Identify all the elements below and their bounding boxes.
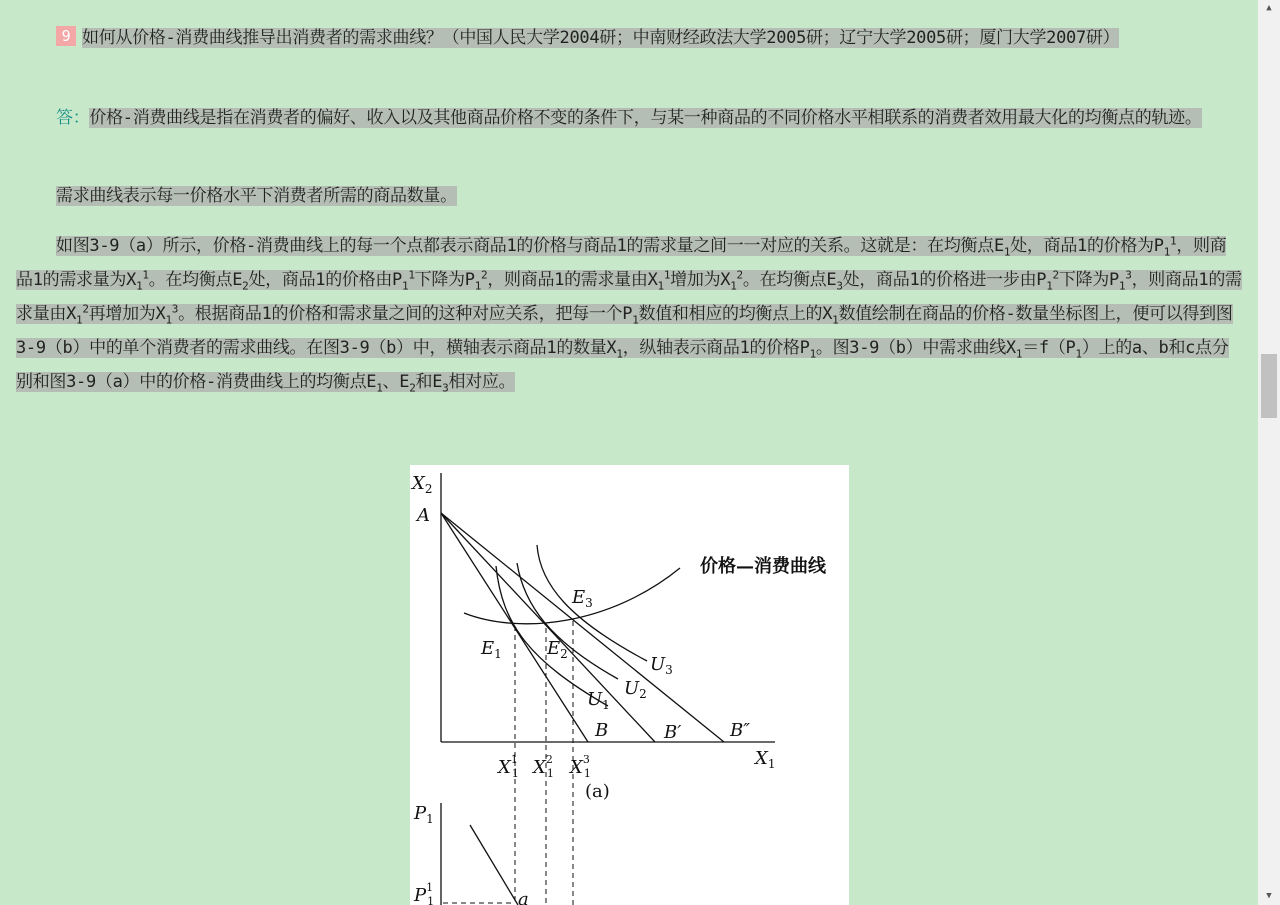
point-a-label: A <box>417 505 430 526</box>
e3-label: $E_3$ <box>572 587 593 610</box>
scrollbar-thumb[interactable] <box>1261 354 1277 418</box>
budget-line-b-double-prime <box>441 513 724 742</box>
u2-label: $U_2$ <box>624 678 647 701</box>
figure-svg <box>410 465 849 905</box>
tick-p11-label: $P^1$ 1 <box>414 881 435 905</box>
caption-a: (a) <box>585 781 610 802</box>
answer-paragraph-2 <box>16 179 1242 213</box>
b-double-prime-label: B″ <box>730 720 750 741</box>
budget-line-b-prime <box>441 513 655 742</box>
pcc-label: 价格—消费曲线 <box>700 556 826 577</box>
u3-label: $U_3$ <box>650 654 673 677</box>
e2-label: $E_2$ <box>547 638 568 661</box>
vertical-scrollbar[interactable] <box>1258 0 1280 905</box>
axis-x1-label: $X_1$ <box>755 748 776 771</box>
u1-label: $U_1$ <box>587 689 610 712</box>
indifference-curve-u2 <box>517 563 618 679</box>
tick-x11-label: $X^1$ 1 <box>498 753 519 780</box>
axis-p1-label: $P_1$ <box>414 803 434 826</box>
answer-text-2: 需求曲线表示每一价格水平下消费者所需的商品数量。 <box>56 186 457 206</box>
answer-paragraph-1 <box>16 101 1242 135</box>
demand-curve <box>470 825 518 905</box>
question-text: 如何从价格-消费曲线推导出消费者的需求曲线？（中国人民大学2004研；中南财经政法大学2005研；辽宁大学2005研；厦门大学2007研） <box>82 28 1120 48</box>
answer-text-3: 如图3-9（a）所示，价格-消费曲线上的每一个点都表示商品1的价格与商品1的需求量之间一一对应的关系。这就是：在均衡点$E_1$处，商品1的价格为$P_1^1$，则商品1的需求量为$X_1^1$。在均衡点$E_2$处，商品1的价格由$P_1^1$下降为$P_1^2$，则商品1的需求量由$X_1^1$增加为$X_1^2$。在均衡点$E_3$处，商品1的价格进一步由$P_1^2$下降为$P_1^3$，则商品1的需求量由$X_1^2$再增加为$X_1^3$。根据商品1的价格和需求量之间的这种对应关系，把每一个$P_1$数值和相应的均衡点上的$X_1$数值绘制在商品的价格-数量坐标图上，便可以得到图3-9（b）中的单个消费者的需求曲线。在图3-9（b）中，横轴表示商品1的数量$X_1$，纵轴表示商品1的价格$P_1$。图3-9（b）中需求曲线$X_1=f(P_1)$上的a、b和c点分别和图3-9（a）中的价格-消费曲线上的均衡点$E_1$、$E_2$和$E_3$相对应。 <box>16 234 1242 395</box>
question-paragraph <box>16 21 1242 55</box>
question-number-badge: 9 <box>56 26 76 46</box>
scroll-down-arrow-icon[interactable]: ▼ <box>1266 891 1272 901</box>
answer-label: 答： <box>56 108 90 128</box>
axis-x2-label: $X_2$ <box>412 473 433 496</box>
tick-x13-label: $X^3$ 1 <box>570 753 591 780</box>
answer-text-1: 价格-消费曲线是指在消费者的偏好、收入以及其他商品价格不变的条件下，与某一种商品的不同价格水平相联系的消费者效用最大化的均衡点的轨迹。 <box>89 108 1202 128</box>
e1-label: $E_1$ <box>481 638 502 661</box>
b-prime-label: B′ <box>664 722 682 743</box>
tick-x12-label: $X^2$ 1 <box>533 753 554 780</box>
figure-3-9 <box>410 465 849 905</box>
point-a-lower-label: a <box>518 889 529 905</box>
answer-paragraph-3 <box>16 229 1242 399</box>
b-label: B <box>595 720 609 741</box>
scroll-up-arrow-icon[interactable]: ▲ <box>1266 3 1272 13</box>
